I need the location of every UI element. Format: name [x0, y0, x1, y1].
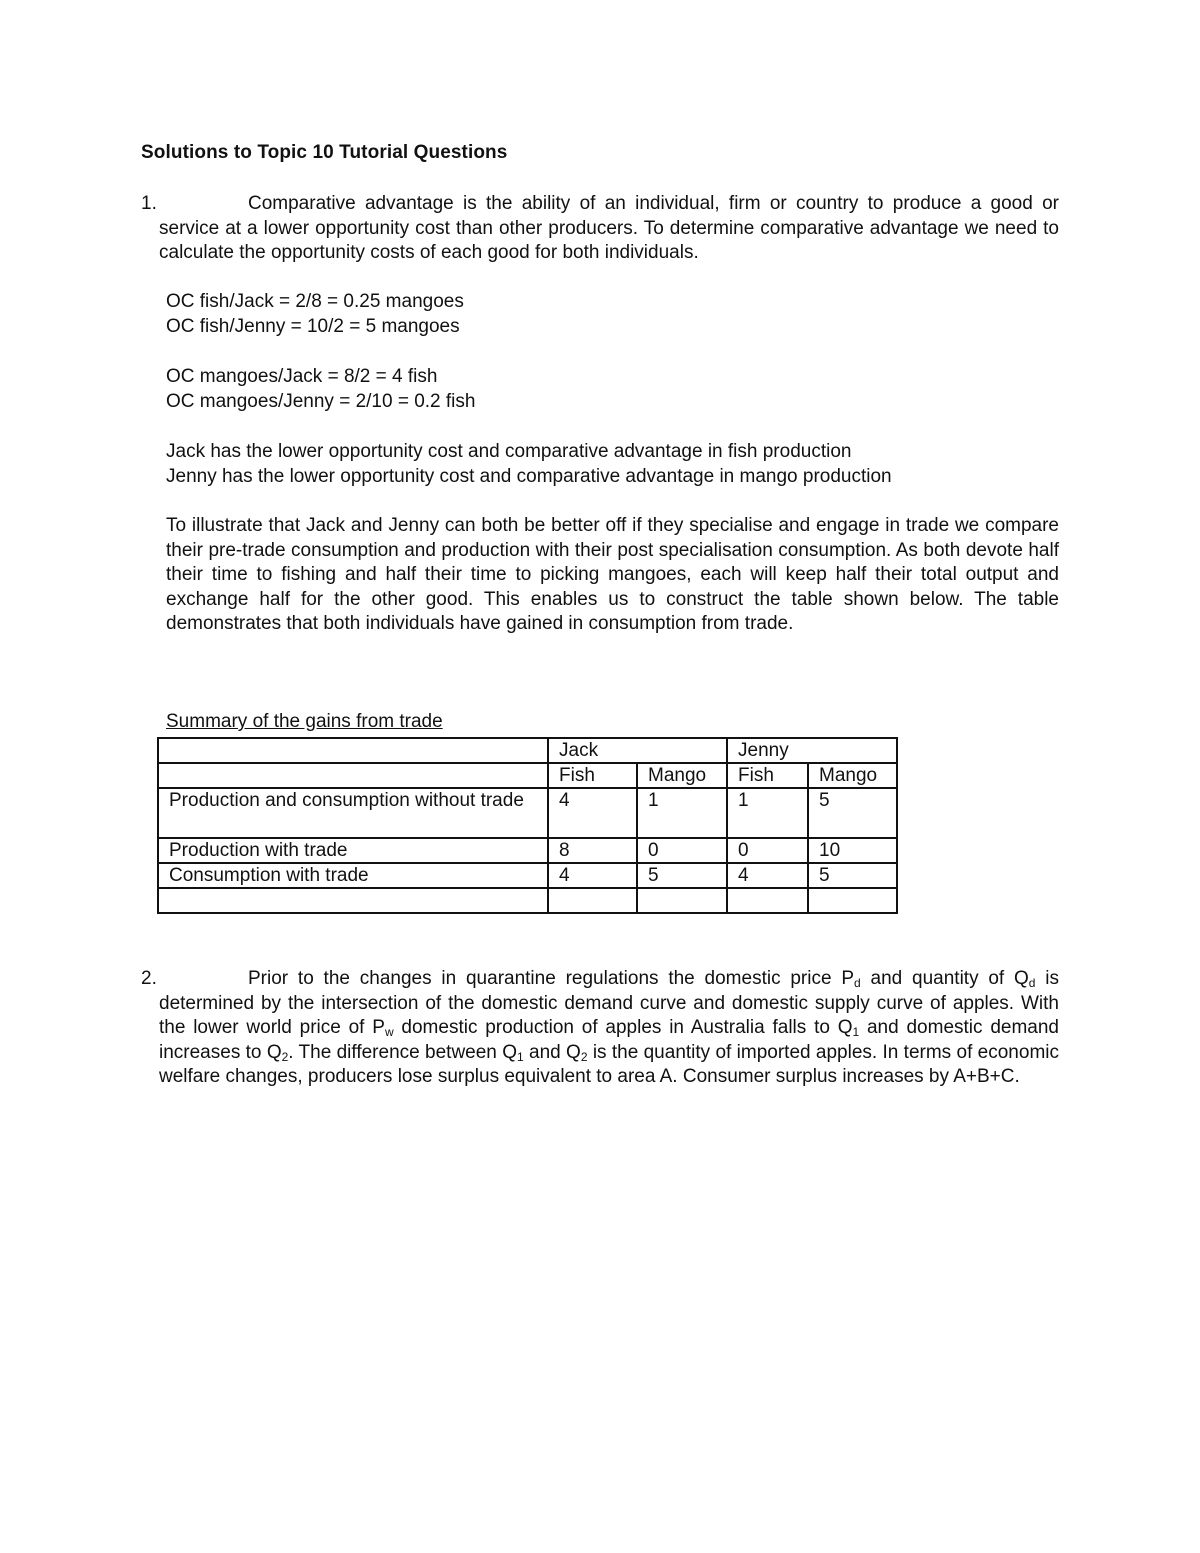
table-header-row-people — [158, 738, 897, 763]
table-row — [158, 788, 897, 838]
table-empty-row — [158, 888, 897, 913]
illustrate-paragraph: To illustrate that Jack and Jenny can both be better off if they specialise and engage in trade we compare their pre-trade consumption and production with their post specialisation consumption. As both devote half their time to fishing and half their time to picking mangoes, each will keep half their total output and exchange half for the other good. This enables us to construct the table shown below. The table demonstrates that both individuals have gained in consumption from trade. — [166, 515, 1059, 635]
q1-number: 1. — [141, 193, 157, 214]
oc-fish-jack: OC fish/Jack = 2/8 = 0.25 mangoes — [166, 291, 464, 312]
conclusion-jenny: Jenny has the lower opportunity cost and comparative advantage in mango production — [166, 465, 892, 487]
table-cell: 4 — [548, 788, 637, 838]
gains-table — [157, 737, 898, 914]
conclusions-block — [166, 440, 892, 489]
table-row — [158, 863, 897, 888]
q2-subscript: 2 — [580, 1049, 588, 1064]
q2-subscript: 1 — [516, 1049, 524, 1064]
q2-subscript: 2 — [281, 1049, 289, 1064]
table-header-jenny: Jenny — [727, 738, 897, 763]
table-cell: 0 — [637, 838, 727, 863]
oc-mangoes-block — [166, 365, 475, 414]
q1-intro-text: Comparative advantage is the ability of an individual, firm or country to produce a good or service at a lower opportunity cost than other producers. To determine comparative advantage we need to calculate the opportunity costs of each good for both individuals. — [159, 193, 1059, 264]
table-cell: 1 — [727, 788, 808, 838]
q2-text: and domestic demand increases to Q — [159, 1017, 1059, 1063]
oc-mangoes-jack: OC mangoes/Jack = 8/2 = 4 fish — [166, 366, 438, 387]
table-row-label: Consumption with trade — [158, 863, 548, 888]
table-empty-cell — [548, 888, 637, 913]
q2-subscript: d — [854, 976, 861, 990]
table-cell: 1 — [637, 788, 727, 838]
q2-subscript: w — [384, 1025, 394, 1040]
table-header-good: Fish — [727, 763, 808, 788]
q1-intro-paragraph — [141, 192, 1059, 266]
table-empty-cell — [158, 888, 548, 913]
table-cell: 5 — [808, 788, 897, 838]
conclusion-jack: Jack has the lower opportunity cost and comparative advantage in fish production — [166, 441, 852, 462]
table-empty-cell — [727, 888, 808, 913]
table-cell: 8 — [548, 838, 637, 863]
table-cell: 5 — [808, 863, 897, 888]
table-empty-header-cell — [158, 763, 548, 788]
q2-text: is the quantity of imported apples. In terms of economic welfare changes, producers lose surplus equivalent to area A. Consumer surplus increases by A+B+C. — [159, 1041, 1059, 1088]
table-header-jack: Jack — [548, 738, 727, 763]
table-header-good: Fish — [548, 763, 637, 788]
table-row — [158, 838, 897, 863]
q2-text: Prior to the changes in quarantine regulations the domestic price P — [248, 968, 855, 989]
q2-subscript: 1 — [852, 1025, 860, 1040]
q2-paragraph — [141, 967, 1059, 1090]
table-row-label: Production and consumption without trade — [158, 788, 548, 838]
oc-fish-block — [166, 290, 464, 339]
table-cell: 10 — [808, 838, 897, 863]
q2-text: . The difference between Q — [288, 1041, 517, 1063]
q2-text: domestic production of apples in Australia falls to Q — [393, 1017, 853, 1039]
q2-subscript: d — [1028, 976, 1036, 990]
table-caption: Summary of the gains from trade — [166, 711, 443, 732]
table-empty-header-cell — [158, 738, 548, 763]
table-cell: 0 — [727, 838, 808, 863]
table-empty-cell — [637, 888, 727, 913]
table-header-good: Mango — [808, 763, 897, 788]
table-cell: 4 — [548, 863, 637, 888]
q2-text: and Q — [523, 1041, 581, 1063]
table-row-label: Production with trade — [158, 838, 548, 863]
q2-number: 2. — [141, 968, 157, 989]
oc-fish-jenny: OC fish/Jenny = 10/2 = 5 mangoes — [166, 315, 460, 337]
table-cell: 4 — [727, 863, 808, 888]
q2-text: is determined by the intersection of the domestic demand curve and domestic supply curve of apples. With the lower world price of P — [159, 968, 1060, 1039]
oc-mangoes-jenny: OC mangoes/Jenny = 2/10 = 0.2 fish — [166, 390, 476, 412]
table-empty-cell — [808, 888, 897, 913]
q2-text: and quantity of Q — [860, 968, 1029, 989]
document-title: Solutions to Topic 10 Tutorial Questions — [141, 142, 508, 163]
table-cell: 5 — [637, 863, 727, 888]
table-header-good: Mango — [637, 763, 727, 788]
table-header-row-goods — [158, 763, 897, 788]
